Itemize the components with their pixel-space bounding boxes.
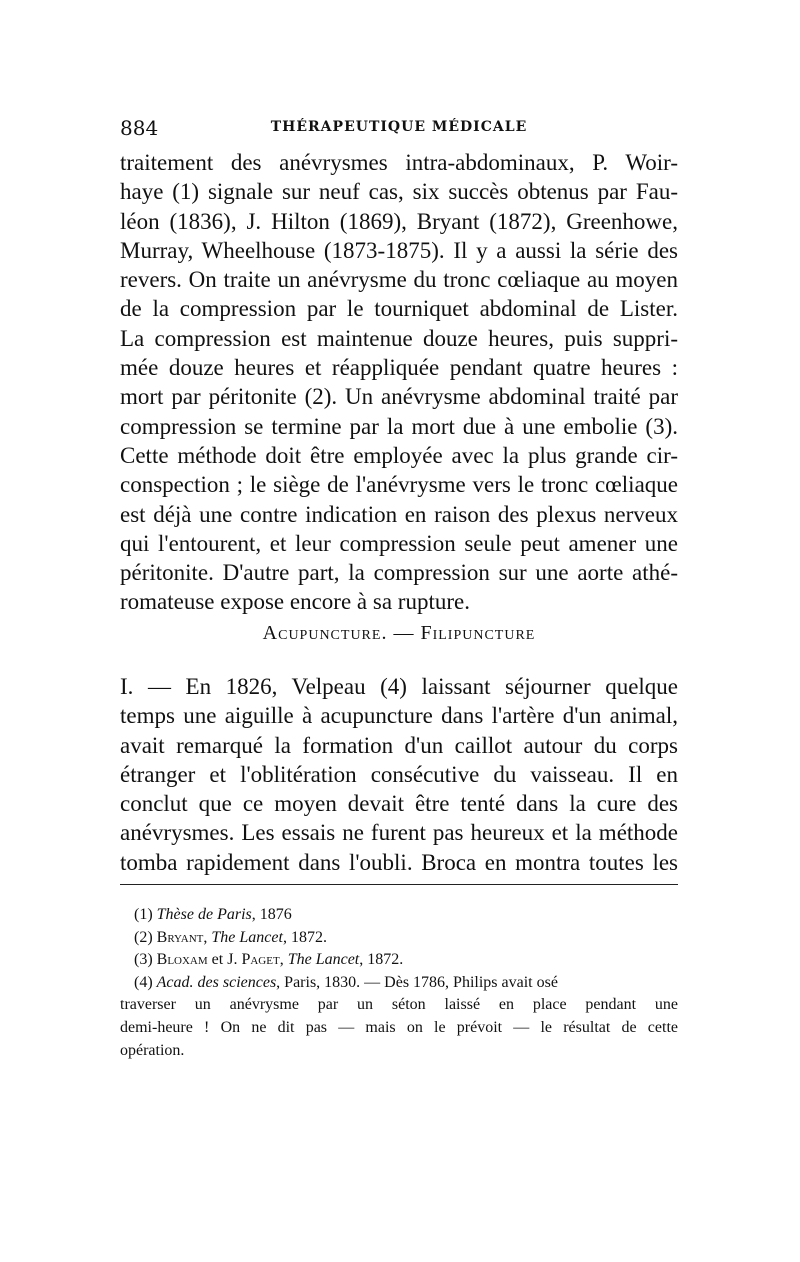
footnote-author: Paget	[241, 951, 280, 969]
text-line: tomba rapidement dans l'oubli. Broca en montra toutes les	[120, 849, 678, 875]
text-line: haye (1) signale sur neuf cas, six succès obtenus par Fau-	[120, 179, 678, 205]
footnote-4-line-4: opération.	[120, 1041, 185, 1059]
footnote-mark: (3)	[134, 951, 153, 969]
footnote-author: Bryant	[156, 928, 204, 946]
text-line: anévrysmes. Les essais ne furent pas heureux et la méthode	[120, 820, 678, 846]
footnote-mark: (2)	[134, 928, 153, 946]
running-title: THÉRAPEUTIQUE MÉDICALE	[270, 119, 528, 135]
footnote-4	[120, 972, 678, 995]
footnote-separator: ,	[279, 951, 288, 969]
footnote-connector: et J.	[207, 951, 242, 969]
footnote-detail: , Paris, 1830. — Dès 1786, Philips avait osé	[276, 973, 558, 991]
footnotes	[120, 904, 678, 1062]
footnote-2	[120, 927, 678, 950]
footnote-4-line-2: traverser un anévrysme par un séton laissé en place pendant une	[120, 996, 678, 1014]
paragraph-1	[120, 148, 678, 617]
text-line: conclut que ce moyen devait être tenté dans la cure des	[120, 791, 678, 817]
text-line: mée douze heures et réappliquée pendant quatre heures :	[120, 355, 678, 381]
footnote-mark: (4)	[134, 973, 153, 991]
text-line: de la compression par le tourniquet abdominal de Lister.	[120, 296, 678, 322]
footnote-mark: (1)	[134, 906, 153, 923]
footnote-3	[120, 949, 678, 972]
text-line: temps une aiguille à acupuncture dans l'artère d'un animal,	[120, 703, 678, 729]
text-line: conspection ; le siège de l'anévrysme vers le tronc cœliaque	[120, 472, 678, 498]
text-line: romateuse expose encore à sa rupture.	[120, 589, 470, 615]
text-line: Murray, Wheelhouse (1873-1875). Il y a aussi la série des	[120, 237, 678, 263]
text-line: étranger et l'oblitération consécutive du vaisseau. Il en	[120, 761, 678, 787]
text-line: mort par péritonite (2). Un anévrysme abdominal traité par	[120, 384, 678, 410]
text-line: avait remarqué la formation d'un caillot autour du corps	[120, 732, 678, 758]
text-line: compression se termine par la mort due à une embolie (3).	[120, 413, 678, 439]
footnote-divider	[120, 884, 678, 885]
paragraph-2	[120, 672, 678, 877]
text-line: La compression est maintenue douze heures, puis suppri-	[120, 325, 678, 351]
text-line: qui l'entourent, et leur compression seule peut amener une	[120, 530, 678, 556]
text-line: Cette méthode doit être employée avec la plus grande cir-	[120, 442, 678, 468]
footnote-source: The Lancet	[287, 951, 360, 969]
footnote-source: Acad. des sciences	[156, 973, 277, 991]
footnote-detail: , 1872.	[359, 951, 404, 969]
text-line: traitement des anévrysmes intra-abdominaux, P. Woir-	[120, 150, 678, 175]
footnote-source: The Lancet	[211, 928, 283, 946]
text-line: péritonite. D'autre part, la compression sur une aorte athé-	[120, 560, 678, 586]
text-line: I. — En 1826, Velpeau (4) laissant séjourner quelque	[120, 674, 678, 699]
page-number: 884	[120, 116, 159, 140]
text-line: revers. On traite un anévrysme du tronc cœliaque au moyen	[120, 267, 678, 293]
footnote-1	[120, 904, 678, 927]
footnote-separator: ,	[203, 928, 212, 946]
footnote-detail: , 1876	[251, 906, 292, 923]
footnote-detail: , 1872.	[282, 928, 327, 946]
text-line: léon (1836), J. Hilton (1869), Bryant (1872), Greenhowe,	[120, 208, 678, 234]
text-line: est déjà une contre indication en raison des plexus nerveux	[120, 501, 678, 527]
footnote-source: Thèse de Paris	[156, 906, 252, 923]
page-header	[120, 116, 678, 140]
footnote-author: Bloxam	[156, 951, 208, 969]
section-heading: Acupuncture. — Filipuncture	[262, 622, 536, 644]
footnote-4-line-3: demi-heure ! On ne dit pas — mais on le prévoit — le résultat de cette	[120, 1018, 678, 1036]
